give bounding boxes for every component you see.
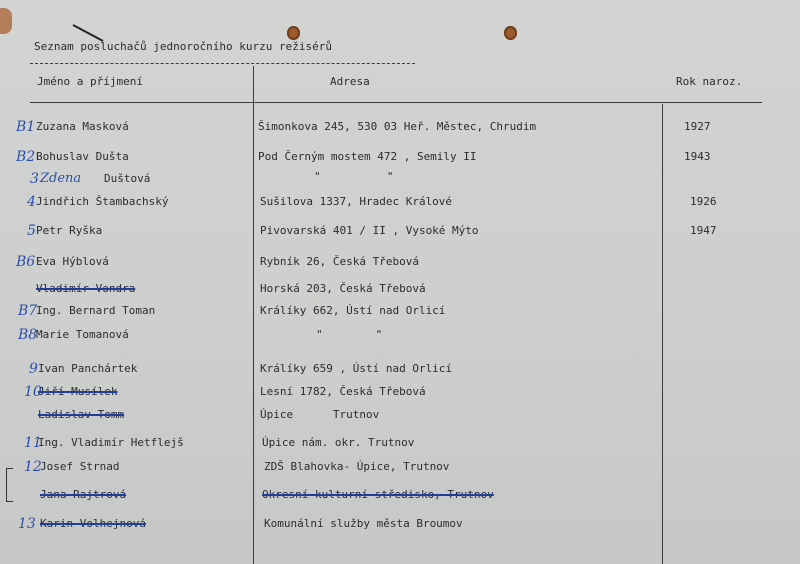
student-name: Bohuslav Dušta: [36, 150, 129, 163]
student-name: Petr Ryška: [36, 224, 103, 237]
student-address: Pivovarská 401 / II , Vysoké Mýto: [260, 224, 479, 237]
row-number: 12: [24, 459, 42, 475]
student-name: Ing. Vladimír Hetflejš: [38, 436, 184, 449]
student-address: Sušilova 1337, Hradec Králové: [260, 195, 453, 208]
header-rule: [30, 102, 762, 103]
student-address: Králíky 659 , Ústí nad Orlicí: [260, 362, 453, 375]
student-address: Lesní 1782, Česká Třebová: [260, 385, 426, 398]
punch-hole: [287, 26, 300, 40]
birth-year: 1926: [690, 195, 717, 208]
row-number: 5: [27, 223, 36, 239]
student-name: Duštová: [104, 172, 151, 185]
birth-year: 1947: [690, 224, 717, 237]
birth-year: 1943: [684, 150, 711, 163]
punch-hole: [504, 26, 517, 40]
student-address: " ": [314, 170, 394, 183]
row-number: B6: [16, 254, 36, 270]
row-number: 11: [24, 435, 42, 451]
student-address: ZDŠ Blahovka- Úpice, Trutnov: [264, 460, 450, 473]
student-name: Ing. Bernard Toman: [36, 304, 156, 317]
student-name: Ivan Panchártek: [38, 362, 138, 375]
student-name: Vladimír Vondra: [36, 282, 136, 295]
student-address: Pod Černým mostem 472 , Semily II: [258, 150, 477, 163]
student-name: Zuzana Masková: [36, 120, 129, 133]
margin-bracket: [6, 468, 13, 502]
birth-year: 1927: [684, 120, 711, 133]
student-name: Jiří Musílek: [38, 385, 118, 398]
row-number: 10: [24, 384, 42, 400]
student-address: Úpice Trutnov: [260, 408, 380, 421]
row-number: 9: [29, 361, 38, 377]
student-address: Králíky 662, Ústí nad Orlicí: [260, 304, 446, 317]
row-number: B8: [18, 327, 38, 343]
student-address: Úpice nám. okr. Trutnov: [262, 436, 415, 449]
handwritten-first-name: Zdena: [40, 171, 82, 186]
student-name: Marie Tomanová: [36, 328, 129, 341]
row-number: 3: [30, 171, 39, 187]
column-divider: [662, 104, 663, 564]
header-address: Adresa: [330, 75, 370, 88]
column-divider: [253, 66, 254, 564]
rust-stain: [0, 8, 12, 34]
student-address: Komunální služby města Broumov: [264, 517, 463, 530]
student-address: Horská 203, Česká Třebová: [260, 282, 426, 295]
student-address: Rybník 26, Česká Třebová: [260, 255, 419, 268]
student-name: Ladislav Tomm: [38, 408, 125, 421]
student-name: Karin Volhejnová: [40, 517, 146, 530]
row-number: 4: [27, 194, 36, 210]
student-name: Josef Strnad: [40, 460, 120, 473]
header-name: Jméno a příjmení: [37, 75, 143, 88]
row-number: B7: [18, 303, 38, 319]
student-name: Eva Hýblová: [36, 255, 109, 268]
row-number: 13: [18, 516, 36, 532]
student-address: Šimonkova 245, 530 03 Heř. Městec, Chrudim: [258, 120, 537, 133]
student-name: Jana Rajtrová: [40, 488, 127, 501]
document-title: Seznam posluchačů jednoročního kurzu režisérů: [34, 40, 333, 53]
title-underline: [30, 63, 415, 64]
row-number: B1: [16, 119, 36, 135]
student-address: Okresní kulturní středisko, Trutnov: [262, 488, 494, 501]
student-name: Jindřich Štambachský: [36, 195, 169, 208]
row-number: B2: [16, 149, 36, 165]
student-address: " ": [316, 328, 383, 341]
header-year: Rok naroz.: [676, 75, 743, 88]
